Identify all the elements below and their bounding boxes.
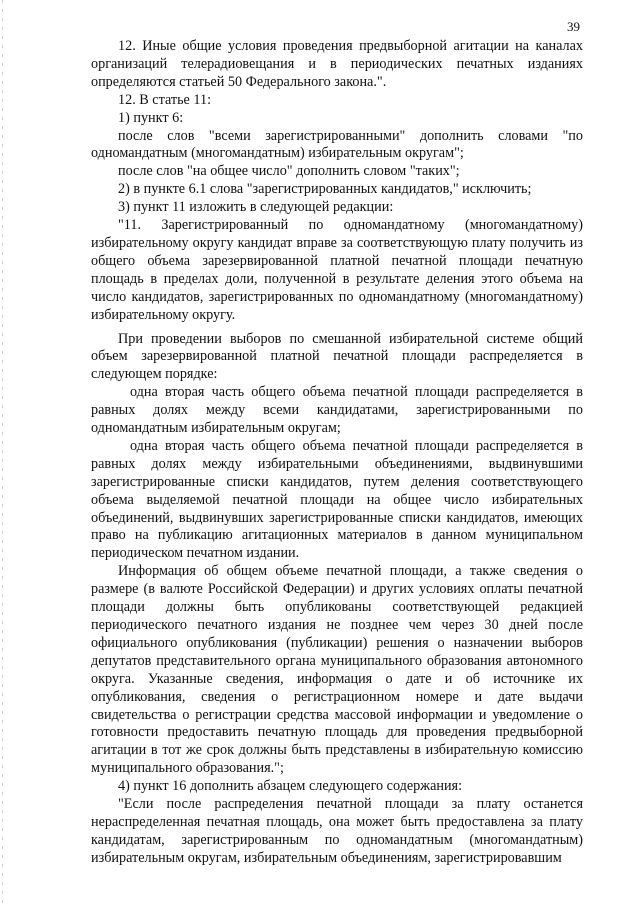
paragraph-item-12-conditions: 12. Иные общие условия проведения предвыборной агитации на каналах организаций телерадиовещания и в периодических печатных изданиях определяются статьей 50 Федерального закона.". (91, 38, 583, 90)
paragraph-point-6-1: 2) в пункте 6.1 слова "зарегистрированных кандидатов," исключить; (118, 181, 532, 198)
paragraph-point-16-heading: 4) пункт 16 дополнить абзацем следующего содержания: (118, 778, 463, 795)
scan-edge (2, 0, 3, 905)
paragraph-after-words-all-registered: после слов "всеми зарегистрированными" дополнить словами "по одномандатным (многомандатным) избирательным округам"; (91, 127, 583, 162)
paragraph-mixed-system: При проведении выборов по смешанной избирательной системе общий объем зарезервированной платной печатной площади распределяется в следующем порядке: (91, 330, 583, 383)
paragraph-information-publication: Информация об общем объеме печатной площади, а также сведения о размере (в валюте Российской Федерации) и других условиях оплаты печатной площади должны быть опубликованы соответствующей редакцией периодического печатного издания не позднее чем через 30 дней после официального опубликования (публикации) решения о назначении выборов депутатов представительного органа муниципального образования автономного округа. Указанные сведения, информация о дате и об источнике их опубликования, сведения о регистрационном номере и дате выдачи свидетельства о регистрации средства массовой информации и уведомление о готовности предоставить печатную площадь для проведения предвыборной агитации в тот же срок должны быть представлены в избирательную комиссию муниципального образования."; (91, 563, 583, 777)
paragraph-point-6: 1) пункт 6: (118, 109, 184, 126)
paragraph-point-11-text: "11. Зарегистрированный по одномандатному (многомандатному) избирательному округу кандидат вправе за соответствующую плату получить из общего объема зарезервированной платной печатной площади печатную площадь в пределах доли, полученной в результате деления этого объема на число кандидатов, зарегистрированных по одномандатному (многомандатному) избирательному округу. (91, 217, 583, 323)
paragraph-point-11-heading: 3) пункт 11 изложить в следующей редакции: (118, 199, 394, 216)
page-number: 39 (567, 19, 580, 34)
paragraph-after-words-total-number: после слов "на общее число" дополнить словом "таких"; (118, 163, 460, 180)
paragraph-article-11: 12. В статье 11: (118, 91, 212, 108)
paragraph-half-candidates: одна вторая часть общего объема печатной площади распределяется в равных долях между всеми кандидатами, зарегистрированными по одномандатным избирательным округам; (91, 384, 583, 437)
document-body (91, 38, 583, 868)
paragraph-point-16-text: "Если после распределения печатной площади за плату останется нераспределенная печатная площадь, она может быть предоставлена за плату кандидатам, зарегистрированным по одномандатным (многомандатным) избирательным округам, избирательным объединениям, зарегистрировавшим (91, 796, 583, 866)
paragraph-half-associations: одна вторая часть общего объема печатной площади распределяется в равных долях между избирательными объединениями, выдвинувшими зарегистрированные списки кандидатов, путем деления соответствующего объема выделяемой печатной площади на общее число избирательных объединений, выдвинувших зарегистрированные списки кандидатов, имеющих право на публикацию агитационных материалов в данном муниципальном периодическом печатном издании. (91, 437, 583, 562)
